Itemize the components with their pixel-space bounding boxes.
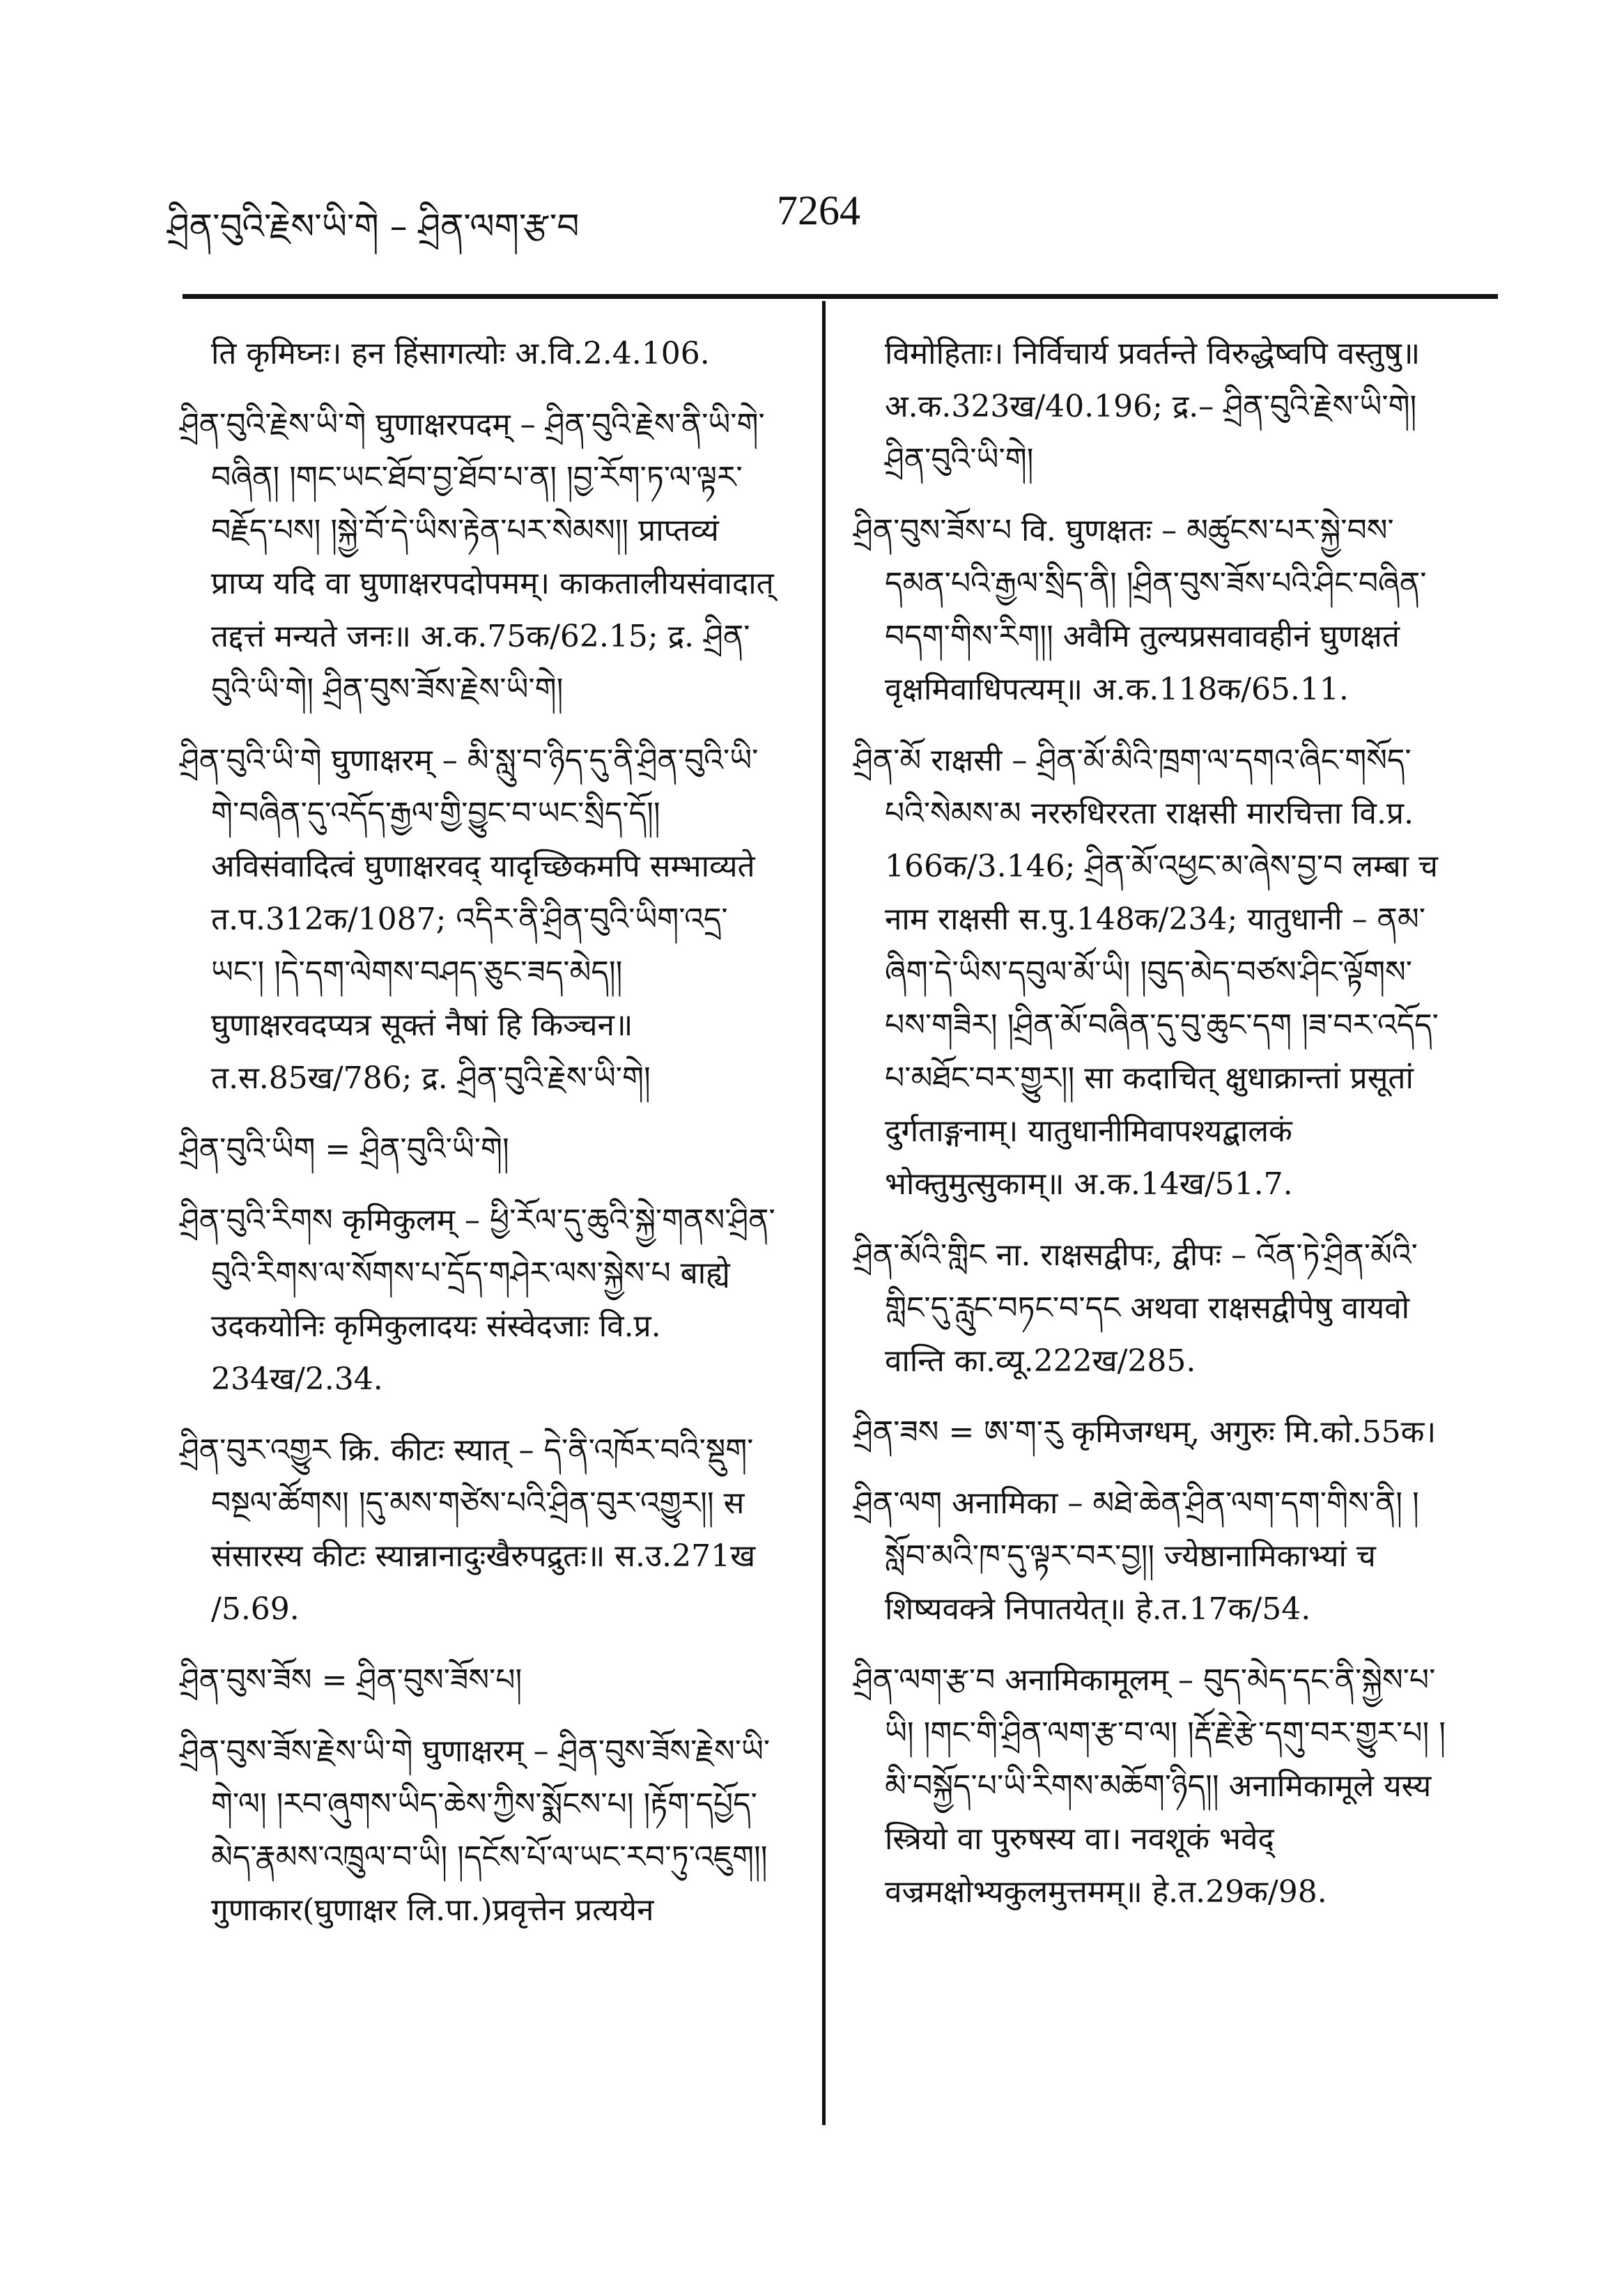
dictionary-entry: ཤྲིན་བུར་འགྱུར क्रि. कीटः स्यात् – དེ་ནི་འཁོར་བའི་སྡུག་བསྔལ་ཚོགས། །དུ་མས་གཙེས་པའི་ཤྲིན་བུར་འགྱུར།། स संसारस्य कीटः स्यान्नानादुःखैरुपद्रुतः॥ स.उ.271ख /5.69. bbox=[180, 1432, 756, 1627]
dictionary-entry: ཤྲིན་བུས་ཟོས = ཤྲིན་བུས་ཟོས་པ། bbox=[180, 1662, 523, 1698]
dictionary-entry: ཤྲིན་བུས་ཟོས་རྗེས་ཡི་གེ घुणाक्षरम् – ཤྲིན་བུས་ཟོས་རྗེས་ཡི་གེ་ལ། །རབ་ཞུགས་ཡིད་ཆེས་ཀྱིས་སྨོངས་པ། །རྟོག་དཔྱོད་མེད་རྣམས་འཁྲུལ་བ་ཡི། །དངོས་པོ་ལ་ཡང་རབ་ཏུ་འཇུག།། गुणाकार(घुणाक्षर लि.पा.)प्रवृत्तेन प्रत्ययेन bbox=[180, 1733, 771, 1928]
dictionary-entry: ཤྲིན་མོའི་གླིང ना. राक्षसद्वीपः, द्वीपः – འོན་ཏེ་ཤྲིན་མོའི་གླིང་དུ་རླུང་བཏང་བ་དང अथवा राक्षसद्वीपेषु वायवो वान्ति का.व्यू.222ख/285. bbox=[853, 1237, 1418, 1379]
dictionary-entry: ཤྲིན་ལག अनामिका – མཐེ་ཆེན་ཤྲིན་ལག་དག་གིས་ནི། །སློབ་མའི་ཁ་དུ་ལྟར་བར་བྱ།། ज्येष्ठानामिकाभ्यां च शिष्यवक्त्रे निपातयेत्॥ हे.त.17क/54. bbox=[853, 1485, 1419, 1627]
dictionary-entry: ཤྲིན་མོ राक्षसी – ཤྲིན་མོ་མིའི་ཁྲག་ལ་དགའ་ཞིང་གསོད་པའི་སེམས་མ नररुधिररता राक्षसी मारचित्ता वि.प्र. 166क/3.146; ཤྲིན་མོ་འཕྱང་མ་ཞེས་བྱ་བ लम्बा च नाम राक्षसी स.पु.148क/234; यातुधानी – ནམ་ཞིག་དེ་ཡིས་དབུལ་མོ་ཡི། །བུད་མེད་བཙས་ཤིང་ལྟོགས་པས་གཟིར། །ཤྲིན་མོ་བཞིན་དུ་བུ་ཆུང་དག །ཟ་བར་འདོད་པ་མཐོང་བར་གྱུར།། सा कदाचित् क्षुधाक्रान्तां प्रसूतां दुर्गताङ्गनाम्। यातुधानीमिवापश्यद्बालकं भोक्तुमुत्सुकाम्॥ अ.क.14ख/51.7. bbox=[853, 743, 1439, 1202]
left-column bbox=[180, 327, 779, 1955]
running-head: ཤྲིན་བུའི་རྗེས་ཡི་གེ – ཤྲིན་ལག་རྩ་བ bbox=[167, 206, 580, 247]
page-number: 7264 bbox=[777, 187, 860, 233]
dictionary-entry: ति कृमिघ्नः। हन हिंसागत्योः अ.वि.2.4.106. bbox=[211, 336, 710, 371]
dictionary-entry: ཤྲིན་ཟས = ཨ་ག་རུ कृमिजग्धम्, अगुरुः मि.को.55क। bbox=[853, 1414, 1437, 1450]
dictionary-entry: विमोहिताः। निर्विचार्य प्रवर्तन्ते विरुद्धेष्वपि वस्तुषु॥ अ.क.323ख/40.196; द्र.– ཤྲིན་བུའི་རྗེས་ཡི་གེ། ཤྲིན་བུའི་ཡི་གེ། bbox=[885, 336, 1421, 477]
dictionary-entry: ཤྲིན་བུའི་རྗེས་ཡི་གེ घुणाक्षरपदम् – ཤྲིན་བུའི་རྗེས་ནི་ཡི་གེ་བཞིན། །གང་ཡང་ཐོབ་བྱ་ཐོབ་པ་ན། །བྱ་རོག་ཏ་ལ་ལྟར་བརྗོད་པས། །སྐྱེ་བོ་དེ་ཡིས་རྟེན་པར་སེམས།། प्राप्तव्यं प्राप्य यदि वा घुणाक्षरपदोपमम्। काकतालीयसंवादात् तद्दत्तं मन्यते जनः॥ अ.क.75क/62.15; द्र. ཤྲིན་བུའི་ཡི་གེ། ཤྲིན་བུས་ཟོས་རྗེས་ཡི་གེ། bbox=[180, 407, 774, 707]
right-column bbox=[853, 327, 1453, 1937]
dictionary-entry: ཤྲིན་བུའི་རིགས कृमिकुलम् – ཕྱི་རོལ་དུ་ཆུའི་སྐྱེ་གནས་ཤྲིན་བུའི་རིགས་ལ་སོགས་པ་དྲོད་གཤེར་ལས་སྐྱེས་པ बाह्ये उदकयोनिः कृमिकुलादयः संस्वेदजाः वि.प्र. 234ख/2.34. bbox=[180, 1203, 775, 1397]
dictionary-entry: ཤྲིན་བུའི་ཡིག = ཤྲིན་བུའི་ཡི་གེ། bbox=[180, 1132, 509, 1167]
column-divider bbox=[822, 301, 826, 2125]
top-rule bbox=[183, 294, 1498, 299]
dictionary-entry: ཤྲིན་ལག་རྩ་བ अनामिकामूलम् – བུད་མེད་དང་ནི་སྐྱེས་པ་ཡི། །གང་གི་ཤྲིན་ལག་རྩ་བ་ལ། །རྡོ་རྗེ་རྩེ་དགུ་བར་གྱུར་པ། །མི་བསྐྱོད་པ་ཡི་རིགས་མཆོག་ཉིད།། अनामिकामूले यस्य स्त्रियो वा पुरुषस्य वा। नवशूकं भवेद् वज्रमक्षोभ्यकुलमुत्तमम्॥ हे.त.29क/98. bbox=[853, 1662, 1446, 1910]
dictionary-entry: ཤྲིན་བུས་ཟོས་པ वि. घुणक्षतः – མཚུངས་པར་སྐྱེ་བས་དམན་པའི་རྒྱལ་སྲིད་ནི། །ཤྲིན་བུས་ཟོས་པའི་ཤིང་བཞིན་བདག་གིས་རིག།། अवैमि तुल्यप्रसवावहीनं घुणक्षतं वृक्षमिवाधिपत्यम्॥ अ.क.118क/65.11. bbox=[853, 513, 1427, 707]
dictionary-entry: ཤྲིན་བུའི་ཡི་གེ घुणाक्षरम् – མི་སླུ་བ་ཉིད་དུ་ནི་ཤྲིན་བུའི་ཡི་གེ་བཞིན་དུ་འདོད་རྒྱལ་གྱི་བྱུང་བ་ཡང་སྲིད་དོ།། अविसंवादित्वं घुणाक्षरवद् यादृच्छिकमपि सम्भाव्यते त.प.312क/1087; འདིར་ནི་ཤྲིན་བུའི་ཡིག་འདྲ་ཡང་། །དེ་དག་ལེགས་བཤད་ཅུང་ཟད་མེད།། घुणाक्षरवदप्यत्र सूक्तं नैषां हि किञ्चन॥ त.स.85ख/786; द्र. ཤྲིན་བུའི་རྗེས་ཡི་གེ། bbox=[180, 743, 759, 1096]
